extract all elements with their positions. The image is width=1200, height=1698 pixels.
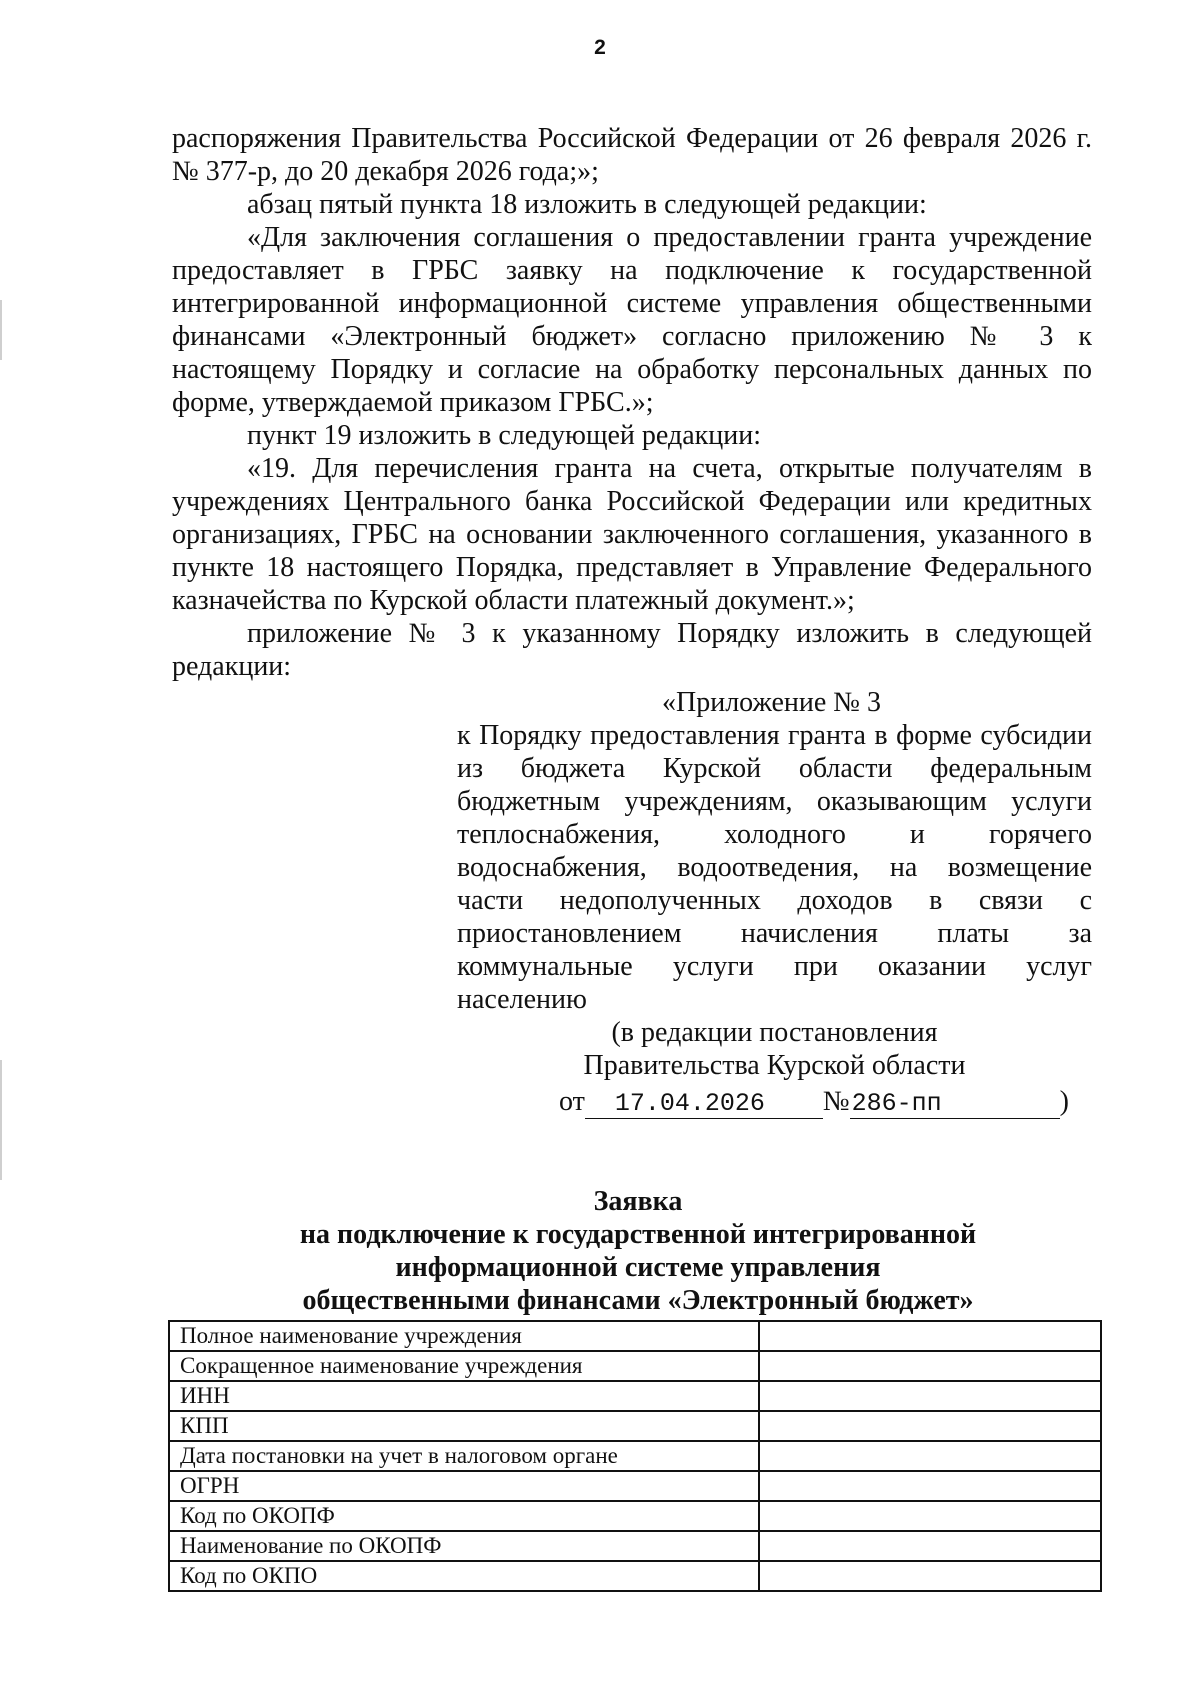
form-title-line-2: на подключение к государственной интегрированной <box>299 1219 977 1250</box>
form-title <box>172 1185 1092 1317</box>
form-title-line-3: информационной системе управления <box>395 1252 881 1283</box>
table-row <box>169 1411 1101 1441</box>
table-row <box>169 1561 1101 1591</box>
edition-line-1: (в редакции постановления <box>611 1017 938 1048</box>
table-row <box>169 1321 1101 1351</box>
form-title-line-4: общественными финансами «Электронный бюджет» <box>302 1285 974 1316</box>
edition-date-number <box>457 1085 1092 1119</box>
field-value-cell[interactable] <box>759 1531 1101 1561</box>
field-value-cell[interactable] <box>759 1441 1101 1471</box>
closing-paren: ) <box>1059 1086 1069 1117</box>
paragraph-quote-19: «19. Для перечисления гранта на счета, открытые получателям в учреждениях Центрального банка Российской Федерации или кредитных организациях, ГРБС на основании заключенного соглашения, указанного в пункте 18 настоящего Порядка, представляет в Управление Федерального казначейства по Курской области платежный документ.»; <box>172 453 1092 616</box>
field-label: ИНН <box>169 1381 759 1411</box>
table-row <box>169 1381 1101 1411</box>
field-value-cell[interactable] <box>759 1381 1101 1411</box>
field-label: Наименование по ОКОПФ <box>169 1531 759 1561</box>
edition-line-2: Правительства Курской области <box>583 1050 966 1081</box>
table-row <box>169 1351 1101 1381</box>
number-value: 286-пп <box>850 1090 1060 1119</box>
paragraph-appendix-intro: приложение № 3 к указанному Порядку изложить в следующей редакции: <box>172 618 1092 682</box>
scan-edge-mark <box>0 300 2 360</box>
date-prefix: от <box>559 1086 585 1117</box>
paragraph-continuation: распоряжения Правительства Российской Федерации от 26 февраля 2026 г. № 377-р, до 20 декабря 2026 года;»; <box>172 123 1092 187</box>
appendix-heading: «Приложение № 3 <box>662 687 881 718</box>
table-row <box>169 1531 1101 1561</box>
field-value-cell[interactable] <box>759 1501 1101 1531</box>
paragraph-amendment-18: абзац пятый пункта 18 изложить в следующей редакции: <box>247 189 927 220</box>
field-label: Код по ОКПО <box>169 1561 759 1591</box>
appendix-description: к Порядку предоставления гранта в форме субсидии из бюджета Курской области федеральным бюджетным учреждениям, оказывающим услуги теплоснабжения, холодного и горячего водоснабжения, водоотведения, на возмещение части недополученных доходов в связи с приостановлением начисления платы за коммунальные услуги при оказании услуг населению <box>457 720 1092 1015</box>
field-value-cell[interactable] <box>759 1561 1101 1591</box>
form-title-line-1: Заявка <box>593 1186 683 1217</box>
field-label: КПП <box>169 1411 759 1441</box>
field-label: ОГРН <box>169 1471 759 1501</box>
table-row <box>169 1441 1101 1471</box>
number-prefix: № <box>822 1086 850 1117</box>
paragraph-quote-18: «Для заключения соглашения о предоставлении гранта учреждение предоставляет в ГРБС заявку на подключение к государственной интегрированной информационной системе управления общественными финансами «Электронный бюджет» согласно приложению № 3 к настоящему Порядку и согласие на обработку персональных данных по форме, утверждаемой приказом ГРБС.»; <box>172 222 1092 418</box>
field-label: Полное наименование учреждения <box>169 1321 759 1351</box>
field-value-cell[interactable] <box>759 1411 1101 1441</box>
date-value: 17.04.2026 <box>585 1090 823 1119</box>
appendix-header <box>457 686 1092 1119</box>
application-form-table <box>168 1320 1102 1592</box>
field-value-cell[interactable] <box>759 1471 1101 1501</box>
field-label: Код по ОКОПФ <box>169 1501 759 1531</box>
scan-edge-mark <box>0 1060 2 1180</box>
page-number: 2 <box>594 36 606 59</box>
paragraph-amendment-19: пункт 19 изложить в следующей редакции: <box>247 420 761 451</box>
table-row <box>169 1501 1101 1531</box>
field-value-cell[interactable] <box>759 1321 1101 1351</box>
field-value-cell[interactable] <box>759 1351 1101 1381</box>
field-label: Сокращенное наименование учреждения <box>169 1351 759 1381</box>
table-row <box>169 1471 1101 1501</box>
document-body <box>172 122 1092 1317</box>
field-label: Дата постановки на учет в налоговом органе <box>169 1441 759 1471</box>
